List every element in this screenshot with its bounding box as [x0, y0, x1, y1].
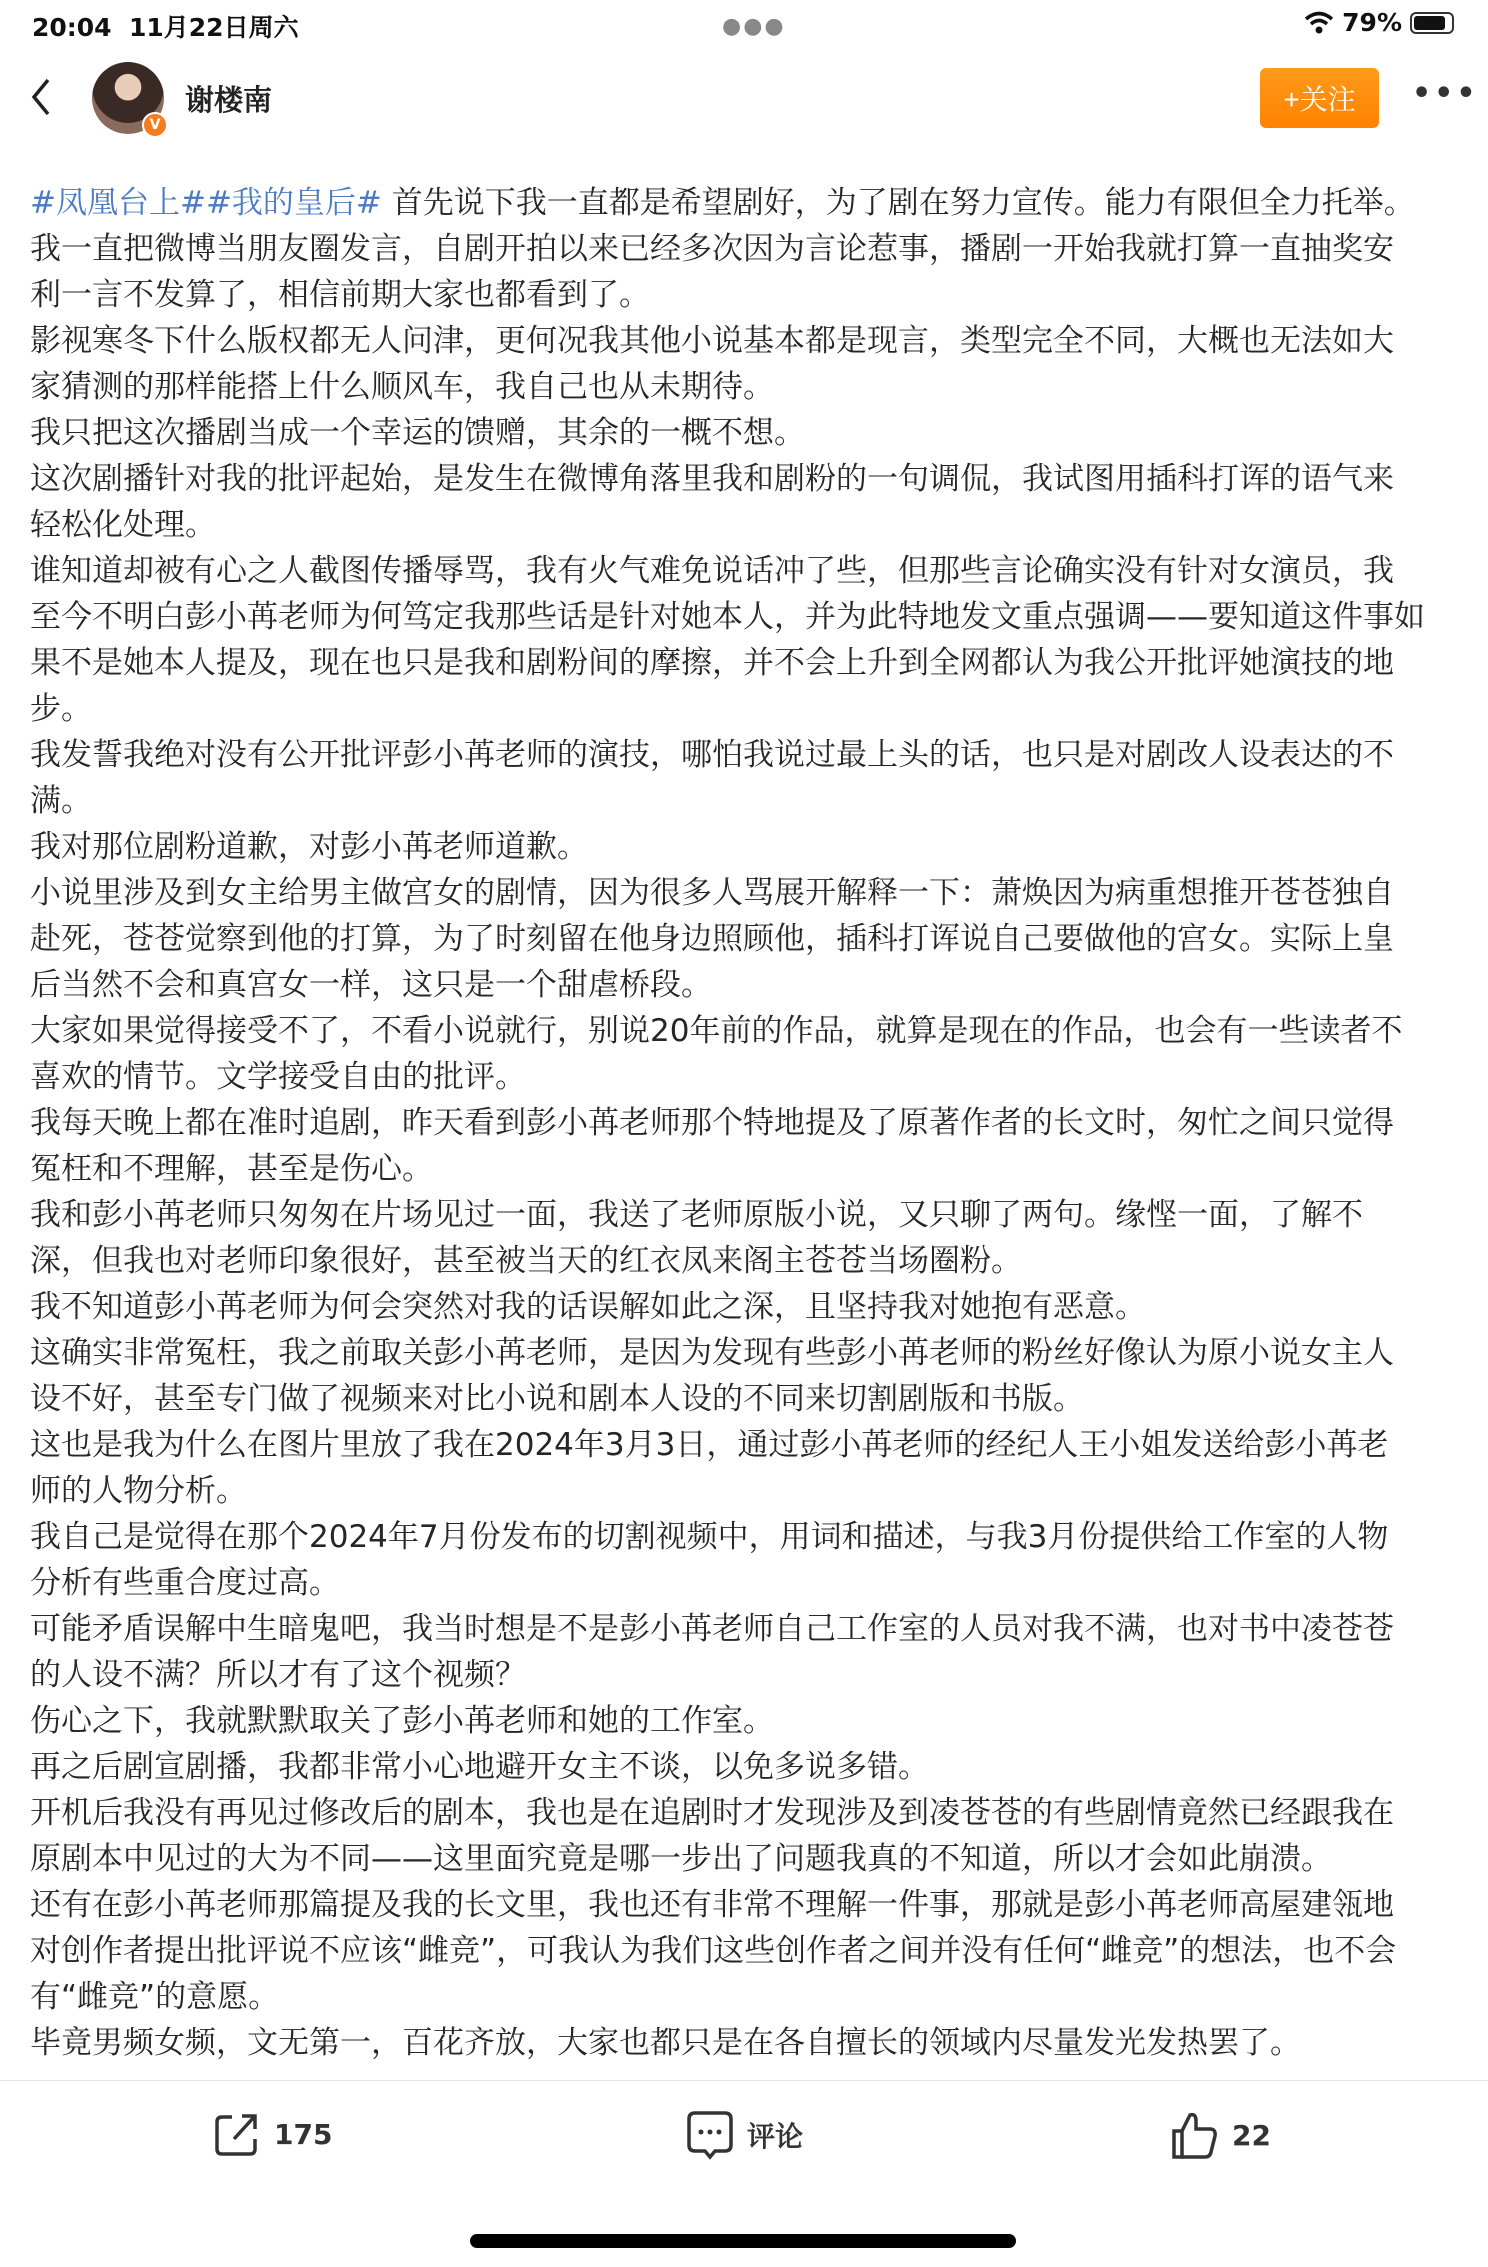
post-text-line	[30, 1054, 1470, 1100]
date-text: 11月22日周六	[129, 13, 299, 42]
post-text: 设不好，甚至专门做了视频来对比小说和剧本人设的不同来切割剧版和书版。	[30, 1381, 1084, 1417]
post-text-line	[30, 2020, 1470, 2066]
post-text: 有“雌竞”的意愿。	[30, 1979, 280, 2015]
post-text-line	[30, 1008, 1470, 1054]
post-text: 这次剧播针对我的批评起始，是发生在微博角落里我和剧粉的一句调侃，我试图用插科打诨的语气来	[30, 461, 1394, 497]
post-text: 后当然不会和真宫女一样，这只是一个甜虐桥段。	[30, 967, 712, 1003]
post-text: 这也是我为什么在图片里放了我在2024年3月3日，通过彭小苒老师的经纪人王小姐发送给彭小苒老	[30, 1427, 1389, 1463]
post-text-line	[30, 1376, 1470, 1422]
post-text: 冤枉和不理解，甚至是伤心。	[30, 1151, 433, 1187]
post-text-line	[30, 1514, 1470, 1560]
follow-button[interactable]: +关注	[1260, 68, 1379, 128]
post-text-line	[30, 1146, 1470, 1192]
post-text: 满。	[30, 783, 92, 819]
post-text: 对创作者提出批评说不应该“雌竞”，可我认为我们这些创作者之间并没有任何“雌竞”的想法，也不会	[30, 1933, 1397, 1969]
status-right	[1304, 8, 1454, 37]
post-text-line	[30, 1560, 1470, 1606]
post-text: 轻松化处理。	[30, 507, 216, 543]
post-text-line	[30, 1100, 1470, 1146]
post-text: 师的人物分析。	[30, 1473, 247, 1509]
post-text: 开机后我没有再见过修改后的剧本，我也是在追剧时才发现涉及到凌苍苍的有些剧情竟然已经跟我在	[30, 1795, 1394, 1831]
post-text-line	[30, 1468, 1470, 1514]
battery-icon	[1410, 12, 1454, 34]
post-text: 影视寒冬下什么版权都无人问津，更何况我其他小说基本都是现言，类型完全不同，大概也无法如大	[30, 323, 1394, 359]
post-text: 伤心之下，我就默默取关了彭小苒老师和她的工作室。	[30, 1703, 774, 1739]
post-text: 首先说下我一直都是希望剧好，为了剧在努力宣传。能力有限但全力托举。	[381, 185, 1415, 221]
post-text: 果不是她本人提及，现在也只是我和剧粉间的摩擦，并不会上升到全网都认为我公开批评她演技的地	[30, 645, 1394, 681]
verified-badge-icon: V	[142, 112, 168, 138]
post-text: 分析有些重合度过高。	[30, 1565, 340, 1601]
post-body	[30, 180, 1470, 2066]
post-text: 步。	[30, 691, 92, 727]
comment-label: 评论	[747, 2120, 804, 2153]
post-text-line	[30, 1284, 1470, 1330]
post-text-line	[30, 1192, 1470, 1238]
post-text-line	[30, 1330, 1470, 1376]
post-text-line	[30, 318, 1470, 364]
post-text: 至今不明白彭小苒老师为何笃定我那些话是针对她本人，并为此特地发文重点强调——要知道这件事如	[30, 599, 1425, 635]
post-text-line	[30, 686, 1470, 732]
thumbs-up-icon	[1170, 2109, 1220, 2161]
post-text: 小说里涉及到女主给男主做宫女的剧情，因为很多人骂展开解释一下：萧焕因为病重想推开苍苍独自	[30, 875, 1394, 911]
post-text: 赴死，苍苍觉察到他的打算，为了时刻留在他身边照顾他，插科打诨说自己要做他的宫女。实际上皇	[30, 921, 1394, 957]
like-count: 22	[1232, 2118, 1271, 2152]
post-text: 我不知道彭小苒老师为何会突然对我的话误解如此之深，且坚持我对她抱有恶意。	[30, 1289, 1146, 1325]
post-text: 原剧本中见过的大为不同——这里面究竟是哪一步出了问题我真的不知道，所以才会如此崩溃。	[30, 1841, 1332, 1877]
post-text: 谁知道却被有心之人截图传播辱骂，我有火气难免说话冲了些，但那些言论确实没有针对女演员，我	[30, 553, 1394, 589]
post-header	[0, 56, 1488, 140]
post-text-line	[30, 1928, 1470, 1974]
repost-icon	[212, 2109, 262, 2159]
post-text-line	[30, 502, 1470, 548]
repost-button[interactable]	[212, 2109, 332, 2159]
post-text-line	[30, 1974, 1470, 2020]
post-text-line	[30, 548, 1470, 594]
post-text-line	[30, 1698, 1470, 1744]
post-text: 大家如果觉得接受不了，不看小说就行，别说20年前的作品，就算是现在的作品，也会有一些读者不	[30, 1013, 1403, 1049]
post-text-line	[30, 870, 1470, 916]
comment-button[interactable]	[685, 2109, 803, 2161]
post-text: 的人设不满？所以才有了这个视频？	[30, 1657, 526, 1693]
post-text-line	[30, 916, 1470, 962]
post-text: 我对那位剧粉道歉，对彭小苒老师道歉。	[30, 829, 588, 865]
status-bar	[0, 0, 1488, 48]
post-text-line	[30, 1422, 1470, 1468]
back-chevron-icon[interactable]	[22, 72, 62, 122]
post-text-line	[30, 1744, 1470, 1790]
post-text-line	[30, 272, 1470, 318]
post-text: 喜欢的情节。文学接受自由的批评。	[30, 1059, 526, 1095]
post-text: 我自己是觉得在那个2024年7月份发布的切割视频中，用词和描述，与我3月份提供给工作室的人物	[30, 1519, 1389, 1555]
time-text: 20:04	[32, 13, 112, 42]
post-text-line	[30, 962, 1470, 1008]
post-text: 我一直把微博当朋友圈发言，自剧开拍以来已经多次因为言论惹事，播剧一开始我就打算一直抽奖安	[30, 231, 1394, 267]
hashtag-link[interactable]: #凤凰台上##我的皇后#	[30, 185, 382, 221]
multitasking-dots-icon[interactable]: ●●●	[722, 14, 786, 39]
post-text-line	[30, 1238, 1470, 1284]
post-text-line	[30, 778, 1470, 824]
post-text-line	[30, 410, 1470, 456]
post-text-line	[30, 732, 1470, 778]
post-text-line	[30, 1836, 1470, 1882]
post-text-line	[30, 226, 1470, 272]
post-text-line	[30, 364, 1470, 410]
battery-percent: 79%	[1342, 8, 1402, 37]
comment-icon	[685, 2109, 735, 2161]
more-options-icon[interactable]: •••	[1412, 76, 1479, 111]
post-text: 我只把这次播剧当成一个幸运的馈赠，其余的一概不想。	[30, 415, 805, 451]
post-text: 利一言不发算了，相信前期大家也都看到了。	[30, 277, 650, 313]
username[interactable]: 谢楼南	[185, 83, 273, 117]
post-text: 我和彭小苒老师只匆匆在片场见过一面，我送了老师原版小说，又只聊了两句。缘悭一面，了解不	[30, 1197, 1363, 1233]
post-text: 再之后剧宣剧播，我都非常小心地避开女主不谈，以免多说多错。	[30, 1749, 929, 1785]
status-time	[32, 8, 299, 44]
wifi-icon	[1304, 11, 1334, 35]
post-text-line	[30, 640, 1470, 686]
post-text: 深，但我也对老师印象很好，甚至被当天的红衣凤来阁主苍苍当场圈粉。	[30, 1243, 1022, 1279]
post-text-line	[30, 1606, 1470, 1652]
post-text-line	[30, 1790, 1470, 1836]
post-text: 还有在彭小苒老师那篇提及我的长文里，我也还有非常不理解一件事，那就是彭小苒老师高屋建瓴地	[30, 1887, 1394, 1923]
post-text: 家猜测的那样能搭上什么顺风车，我自己也从未期待。	[30, 369, 774, 405]
home-indicator[interactable]	[470, 2234, 1016, 2248]
content-fade	[0, 2068, 1488, 2080]
post-text-line	[30, 180, 1470, 226]
post-text-line	[30, 824, 1470, 870]
post-text: 我每天晚上都在准时追剧，昨天看到彭小苒老师那个特地提及了原著作者的长文时，匆忙之间只觉得	[30, 1105, 1394, 1141]
post-text: 这确实非常冤枉，我之前取关彭小苒老师，是因为发现有些彭小苒老师的粉丝好像认为原小说女主人	[30, 1335, 1394, 1371]
post-text-line	[30, 1652, 1470, 1698]
post-text: 可能矛盾误解中生暗鬼吧，我当时想是不是彭小苒老师自己工作室的人员对我不满，也对书中凌苍苍	[30, 1611, 1394, 1647]
like-button[interactable]	[1170, 2109, 1271, 2161]
post-text-line	[30, 1882, 1470, 1928]
post-text: 我发誓我绝对没有公开批评彭小苒老师的演技，哪怕我说过最上头的话，也只是对剧改人设表达的不	[30, 737, 1394, 773]
post-text: 毕竟男频女频，文无第一，百花齐放，大家也都只是在各自擅长的领域内尽量发光发热罢了。	[30, 2025, 1301, 2061]
post-text-line	[30, 594, 1470, 640]
post-text-line	[30, 456, 1470, 502]
repost-count: 175	[274, 2117, 333, 2151]
